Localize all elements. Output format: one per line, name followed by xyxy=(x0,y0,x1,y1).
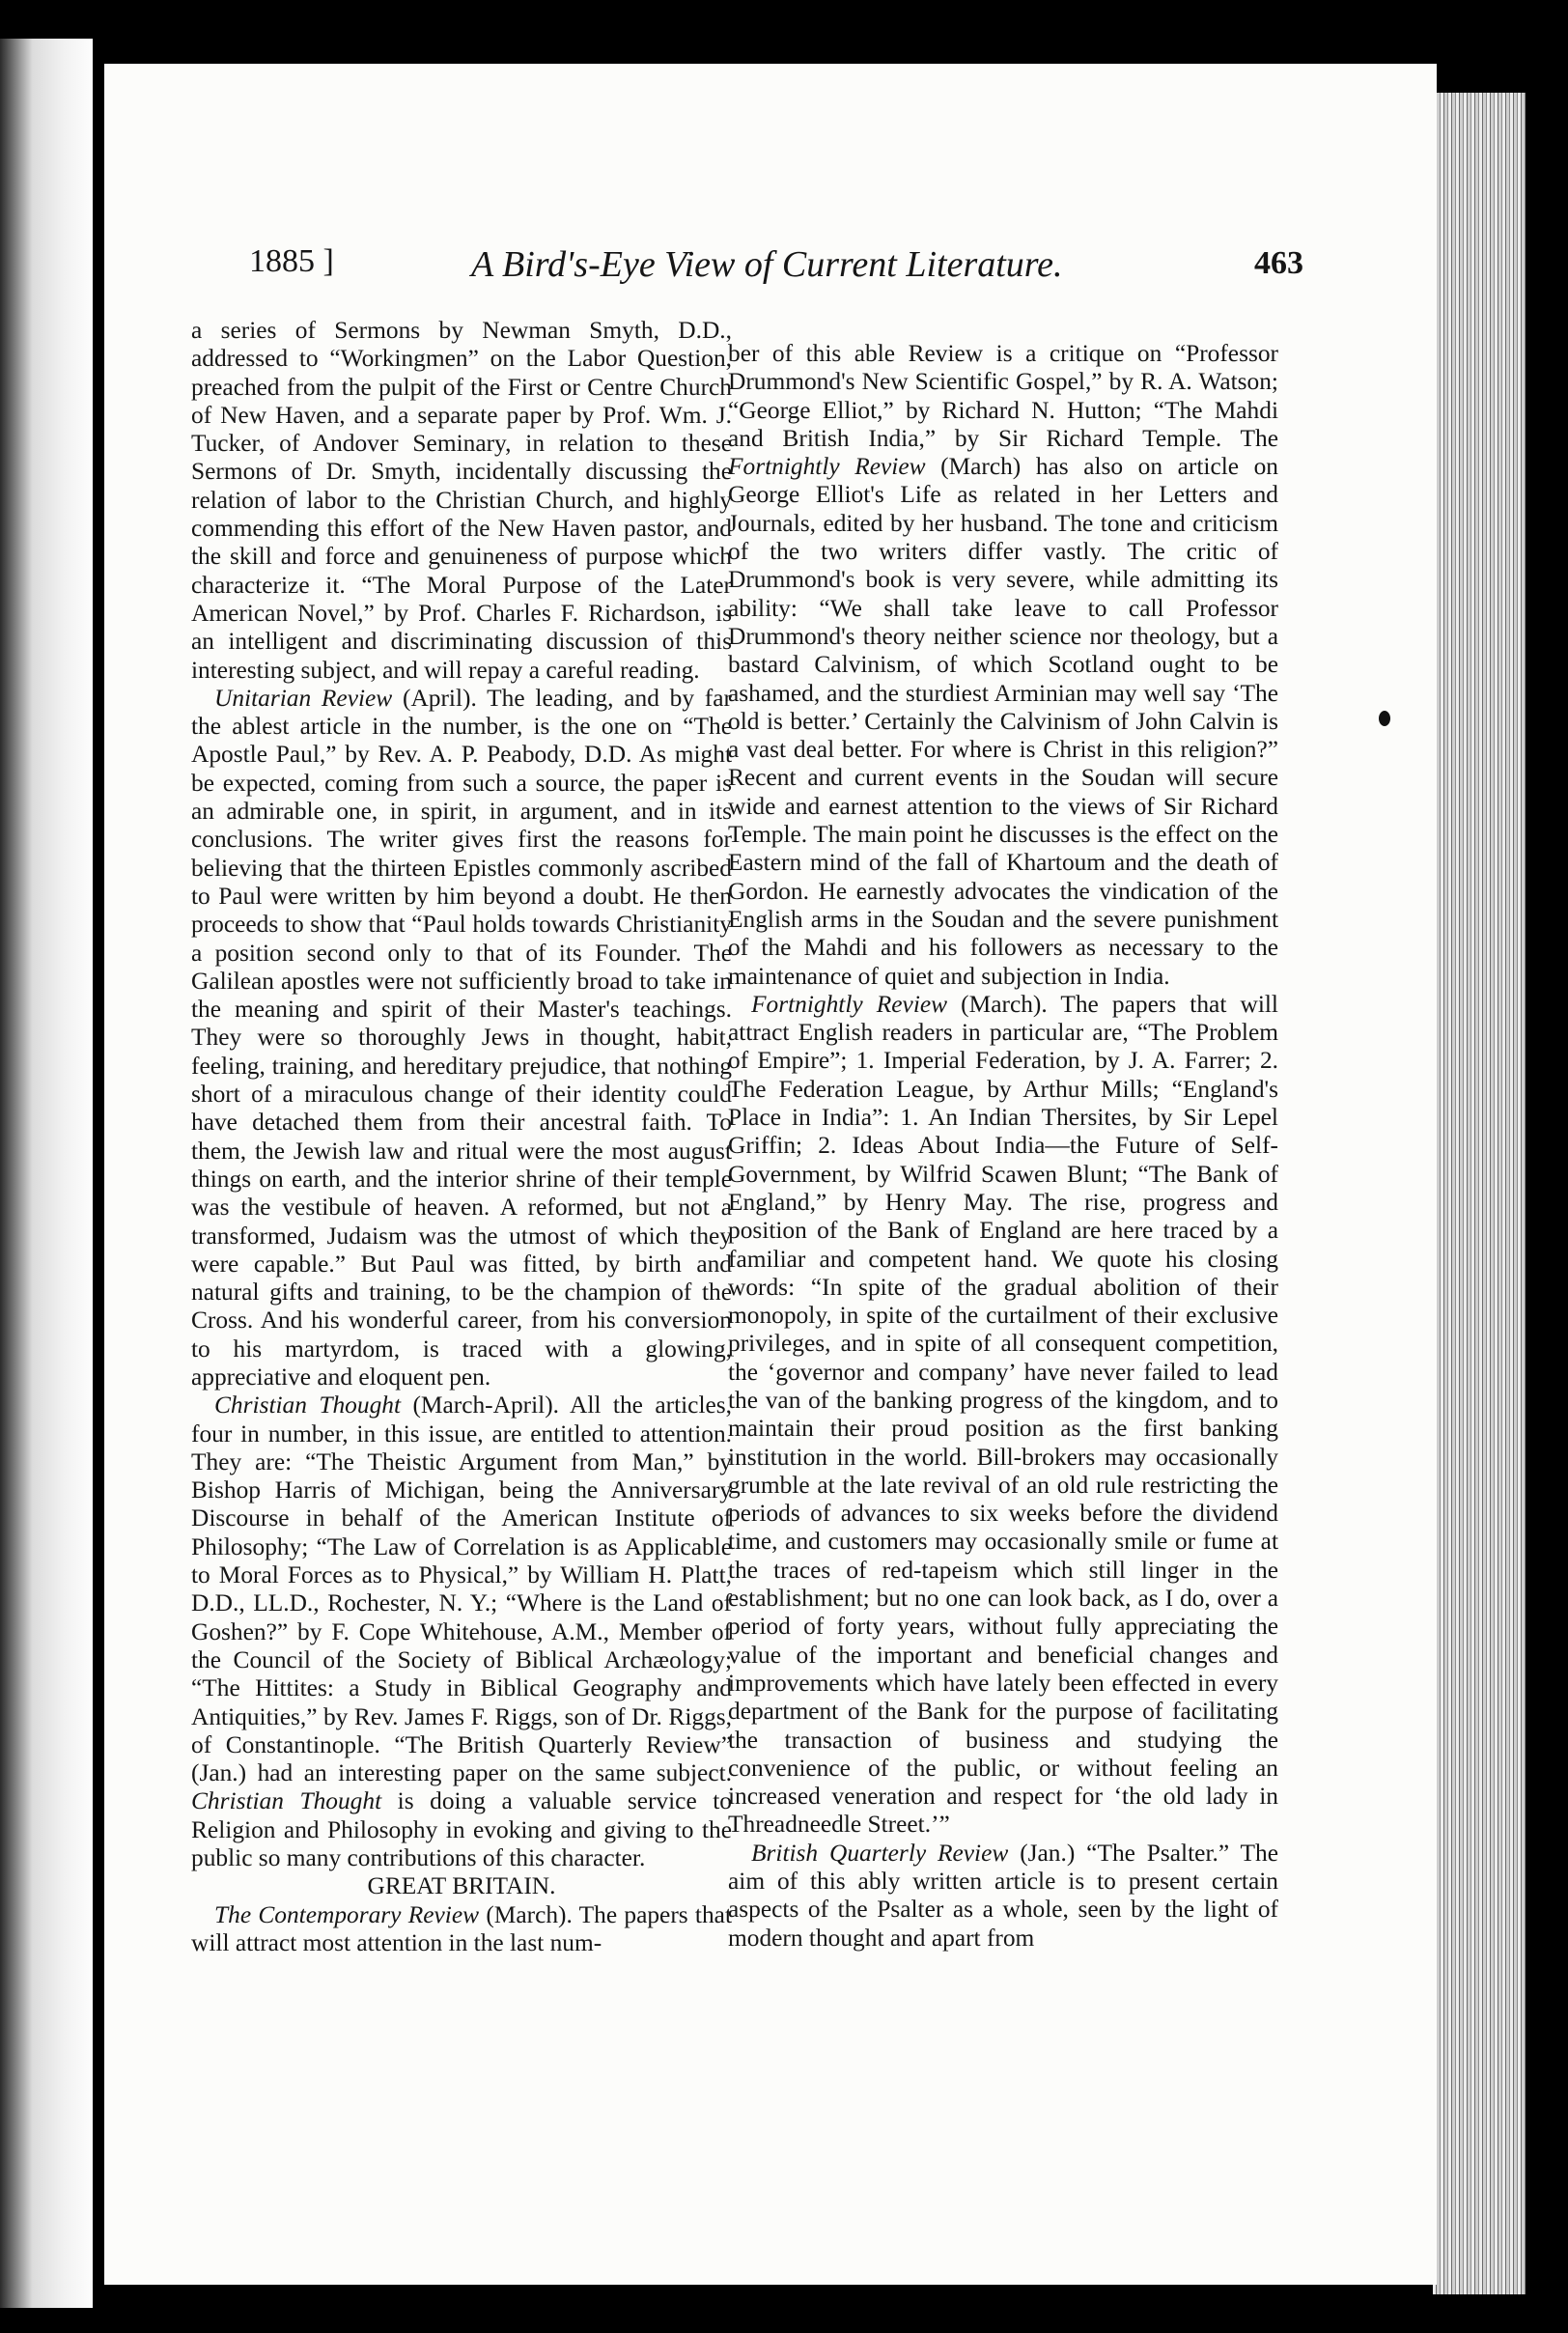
paragraph-unitarian-review xyxy=(191,685,732,1391)
paragraph-text: (March). The papers that will attract most attention in the last num- xyxy=(191,1900,732,1956)
paragraph-christian-thought xyxy=(191,1391,732,1872)
header-title: A Bird's-Eye View of Current Literature. xyxy=(471,244,1063,285)
facing-page-edge xyxy=(0,39,93,2308)
journal-title: Christian Thought xyxy=(214,1391,402,1419)
paragraph-contemporary-continued xyxy=(728,340,1278,991)
running-header xyxy=(249,243,1303,301)
paragraph-text: (March). The papers that will attract English readers in particular are, “The Problem of Empire”; 1. Imperial Federation, by J. A. Farrer; 2. The Federation League, by Arthur Mills; “England's Place in India”: 1. An Indian Thersites, by Sir Lepel Griffin; 2. Ideas About India—the Future of Self-Government, by Wilfrid Scawen Blunt; “The Bank of England,” by Henry May. The rise, progress and position of the Bank of England are here traced by a familiar and competent hand. We quote his closing words: “In spite of the gradual abolition of their monopoly, in spite of the curtailment of their exclusive privileges, and in spite of all consequent competition, the ‘governor and company’ have never failed to lead the van of the banking progress of the kingdom, and to maintain their proud position as the first banking institution in the world. Bill-brokers may occasionally grumble at the late revival of an old rule restricting the periods of advances to six weeks before the dividend time, and customers may occasionally smile or fume at the traces of red-tapeism which still linger in the establishment; but no one can look back, as I do, over a period of forty years, without fully appreciating the value of the important and beneficial changes and improvements which have lately been effected in every department of the Bank for the purpose of facilitating the transaction of business and studying the convenience of the public, or without feeling an increased veneration and respect for ‘the old lady in Threadneedle Street.’” xyxy=(728,990,1278,1839)
journal-title: Fortnightly Review xyxy=(751,990,948,1018)
paragraph-text: (March) has also on article on George Elliot's Life as related in her Letters and Journals, edited by her husband. The tone and criticism of the two writers differ vastly. The critic of Drummond's book is very severe, while admitting its ability: “We shall take leave to call Professor Drummond's theory neither science nor theology, but a bastard Calvinism, of which Scotland ought to be ashamed, and the sturdiest Arminian may well say ‘The old is better.’ Certainly the Calvinism of John Calvin is a vast deal better. For where is Christ in this religion?” Recent and current events in the Soudan will secure wide and earnest attention to the views of Sir Richard Temple. The main point he discusses is the effect on the Eastern mind of the fall of Khartoum and the death of Gordon. He earnestly advocates the vindication of the English arms in the Soudan and the severe punishment of the Mahdi and his followers as necessary to the maintenance of quiet and subjection in India. xyxy=(728,453,1278,990)
paragraph-british-quarterly xyxy=(728,1840,1278,1953)
journal-title: Christian Thought xyxy=(191,1787,382,1815)
paragraph-fortnightly-review xyxy=(728,991,1278,1840)
journal-title: Unitarian Review xyxy=(214,684,393,712)
right-column xyxy=(728,340,1278,1953)
left-column xyxy=(191,317,732,1957)
paragraph-sermons: a series of Sermons by Newman Smyth, D.D., addressed to “Workingmen” on the Labor Question, preached from the pulpit of the First or Centre Church of New Haven, and a separate paper by Prof. Wm. J. Tucker, of Andover Seminary, in relation to these Sermons of Dr. Smyth, incidentally discussing the relation of labor to the Christian Church, and highly commending this effort of the New Haven pastor, and the skill and force and genuineness of purpose which characterize it. “The Moral Purpose of the Later American Novel,” by Prof. Charles F. Richardson, is an intelligent and discriminating discussion of this interesting subject, and will repay a careful reading. xyxy=(191,317,732,684)
paragraph-text: (April). The leading, and by far the ablest article in the number, is the one on “The Apostle Paul,” by Rev. A. P. Peabody, D.D. As might be expected, coming from such a source, the paper is an admirable one, in spirit, in argument, and in its conclusions. The writer gives first the reasons for believing that the thirteen Epistles commonly ascribed to Paul were written by him beyond a doubt. He then proceeds to show that “Paul holds towards Christianity a position second only to that of its Founder. The Galilean apostles were not sufficiently broad to take in the meaning and spirit of their Master's teachings. They were so thoroughly Jews in thought, habit, feeling, training, and hereditary prejudice, that nothing short of a miraculous change of their identity could have detached them from their ancestral faith. To them, the Jewish law and ritual were the most august things on earth, and the interior shrine of their temple was the vestibule of heaven. A reformed, but not a transformed, Judaism was the utmost of which they were capable.” But Paul was fitted, by birth and natural gifts and training, to be the champion of the Cross. And his wonderful career, from his conversion to his martyrdom, is traced with a glowing, appreciative and eloquent pen. xyxy=(191,684,732,1391)
journal-title: British Quarterly Review xyxy=(751,1839,1009,1867)
header-year: 1885 ] xyxy=(249,243,334,279)
journal-title: The Contemporary Review xyxy=(214,1900,480,1928)
paragraph-contemporary-review xyxy=(191,1901,732,1958)
paragraph-text: ber of this able Review is a critique on “Professor Drummond's New Scientific Gospel,” by R. A. Watson; “George Elliot,” by Richard N. Hutton; “The Mahdi and British India,” by Sir Richard Temple. The xyxy=(728,340,1278,452)
journal-title: Fortnightly Review xyxy=(728,453,926,481)
page-number: 463 xyxy=(1254,245,1303,281)
ink-speck xyxy=(1379,711,1390,726)
paragraph-text: (Jan.) “The Psalter.” The aim of this ably written article is to present certain aspects of the Psalter as a whole, seen by the light of modern thought and apart from xyxy=(728,1839,1278,1952)
section-heading: GREAT BRITAIN. xyxy=(367,1872,556,1900)
paragraph-text: is doing a valuable service to Religion and Philosophy in evoking and giving to the public so many contributions of this character. xyxy=(191,1787,732,1872)
book-page-edges xyxy=(1433,93,1526,2294)
paragraph-text: (March-April). All the articles, four in number, in this issue, are entitled to attention. They are: “The Theistic Argument from Man,” by Bishop Harris of Michigan, being the Anniversary Discourse in behalf of the American Institute of Philosophy; “The Law of Correlation is as Applicable to Moral Forces as to Physical,” by William H. Platt, D.D., LL.D., Rochester, N. Y.; “Where is the Land of Goshen?” by F. Cope Whitehouse, A.M., Member of the Council of the Society of Biblical Archæology; “The Hittites: a Study in Biblical Geography and Antiquities,” by Rev. James F. Riggs, son of Dr. Riggs, of Constantinople. “The British Quarterly Review” (Jan.) had an interesting paper on the same subject. xyxy=(191,1391,733,1787)
